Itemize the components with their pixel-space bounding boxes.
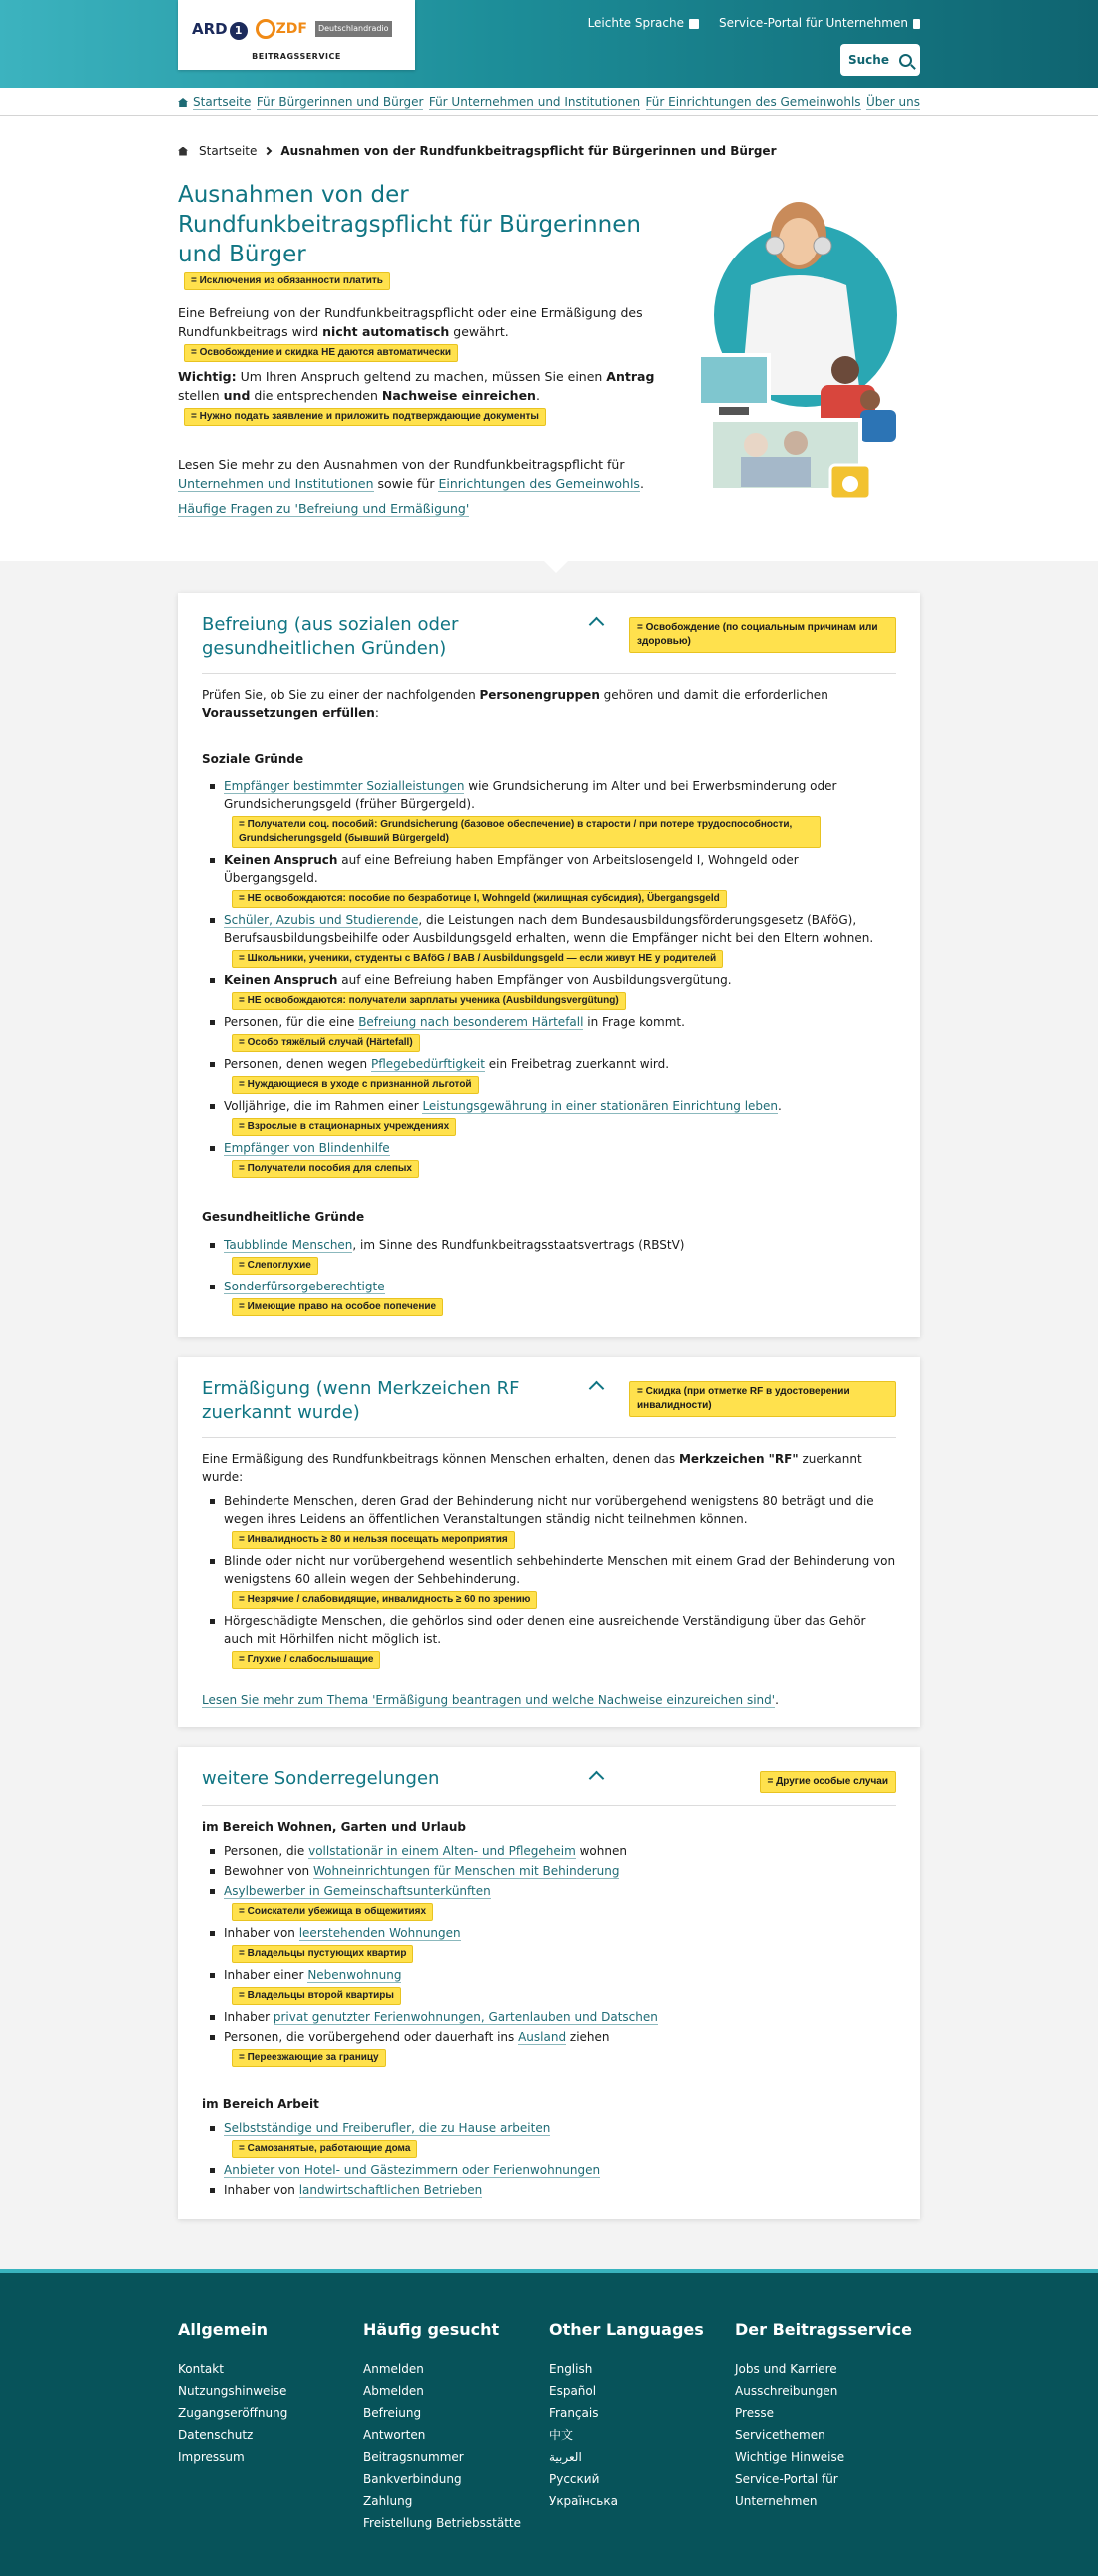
footer-link[interactable]: Beitragsnummer xyxy=(363,2450,464,2464)
top-header xyxy=(0,0,1098,88)
footer-link[interactable]: Abmelden xyxy=(363,2384,424,2398)
soziale-list xyxy=(202,777,896,1178)
sozialleistungen-link[interactable]: Empfänger bestimmter Sozialleistungen xyxy=(224,779,465,793)
footer-link[interactable]: Ausschreibungen xyxy=(735,2384,838,2398)
gesund-list xyxy=(202,1236,896,1316)
hero-illustration xyxy=(681,196,920,525)
nav-ueber-uns[interactable]: Über uns xyxy=(866,94,920,109)
translation-tag: = Получатели пособия для слепых xyxy=(232,1160,419,1178)
footer xyxy=(0,2269,1098,2576)
footer-heading: Other Languages xyxy=(549,2320,704,2339)
sonderregelungen-title[interactable]: weitere Sonderregelungen xyxy=(202,1768,440,1789)
footer-link[interactable]: Zahlung xyxy=(363,2494,413,2508)
footer-link[interactable]: Русский xyxy=(549,2472,600,2486)
footer-link[interactable]: Impressum xyxy=(178,2450,245,2464)
landwirtschaft-link[interactable]: landwirtschaftlichen Betrieben xyxy=(298,2183,483,2197)
dradio-logo: Deutschlandradio xyxy=(315,21,392,37)
list-item: Behinderte Menschen, deren Grad der Behinderung nicht nur vorübergehend wenigstens 80 beträgt und die wegen ihres Leidens an öffentlichen Veranstaltungen ständig nicht teilnehmen können. = Инвалидность ≥ 80 и нельзя посещать мероприятия xyxy=(202,1492,896,1549)
footer-heading: Häufig gesucht xyxy=(363,2320,500,2339)
translation-tag: = Особо тяжёлый случай (Härtefall) xyxy=(232,1034,420,1052)
nebenwohnung-link[interactable]: Nebenwohnung xyxy=(307,1968,402,1982)
footer-link[interactable]: Wichtige Hinweise xyxy=(735,2450,845,2464)
arbeit-list xyxy=(202,2119,896,2199)
search-icon xyxy=(899,54,912,67)
haertefall-link[interactable]: Befreiung nach besonderem Härtefall xyxy=(358,1015,584,1029)
wohnen-list xyxy=(202,1842,896,2067)
footer-link[interactable]: Datenschutz xyxy=(178,2428,254,2442)
soziale-heading: Soziale Gründe xyxy=(202,752,304,766)
list-item: Personen, denen wegen Pflegebedürftigkeit ein Freibetrag zuerkannt wird. = Нуждающиеся в уходе с признанной льготой xyxy=(202,1055,896,1094)
chevron-right-icon xyxy=(264,147,272,155)
asyl-link[interactable]: Asylbewerber in Gemeinschaftsunterkünften xyxy=(224,1884,491,1898)
breadcrumb-current: Ausnahmen von der Rundfunkbeitragspflicht für Bürgerinnen und Bürger xyxy=(280,144,777,158)
translation-tag: = Нужно подать заявление и приложить подтверждающие документы xyxy=(184,408,546,426)
nav-startseite[interactable]: Startseite xyxy=(178,93,251,111)
search-button[interactable]: Suche xyxy=(840,44,920,76)
translation-tag: = Освобождение и скидка НЕ даются автоматически xyxy=(184,344,458,362)
wohnen-heading: im Bereich Wohnen, Garten und Urlaub xyxy=(202,1820,466,1834)
ermaessigung-intro: Eine Ermäßigung des Rundfunkbeitrags können Menschen erhalten, denen das Merkzeichen "RF" zuerkannt wurde: xyxy=(202,1452,862,1484)
befreiung-title[interactable]: Befreiung (aus sozialen oder gesundheitlichen Gründen) xyxy=(202,614,459,659)
footer-heading: Der Beitragsservice xyxy=(735,2320,912,2339)
zdf-logo: ZDF xyxy=(256,19,307,40)
thumb-icon xyxy=(689,19,699,29)
list-item: Empfänger bestimmter Sozialleistungen wie Grundsicherung im Alter und bei Erwerbsminderung oder Grundsicherungsgeld (früher Bürgergeld). = Получатели соц. пособий: Grundsicherung (базовое обеспечение) в старости / при потере трудоспособности, Grundsicherungsgeld (бывший Bürgergeld) xyxy=(202,777,896,848)
list-item xyxy=(202,1882,896,1921)
chevron-up-icon[interactable] xyxy=(589,1381,605,1397)
list-item: Personen, die vorübergehend oder dauerhaft ins Ausland ziehen = Переезжающие за границу xyxy=(202,2028,896,2067)
door-icon xyxy=(913,19,920,29)
nav-gemeinwohl[interactable]: Für Einrichtungen des Gemeinwohls xyxy=(645,94,861,109)
footer-column xyxy=(735,2318,920,2534)
footer-column xyxy=(178,2318,363,2534)
selbststaendige-link[interactable]: Selbstständige und Freiberufler, die zu Hause arbeiten xyxy=(224,2121,551,2135)
leerstand-link[interactable]: leerstehenden Wohnungen xyxy=(298,1926,461,1940)
breadcrumb-home[interactable]: Startseite xyxy=(199,144,258,158)
list-item: Taubblinde Menschen, im Sinne des Rundfunkbeitragsstaatsvertrags (RBStV) = Слепоглухие xyxy=(202,1236,896,1275)
list-item xyxy=(202,1278,896,1316)
footer-link[interactable]: Befreiung xyxy=(363,2406,422,2420)
list-item xyxy=(202,2161,896,2179)
stationaer-link[interactable]: Leistungsgewährung in einer stationären Einrichtung leben xyxy=(422,1099,779,1113)
nav-unternehmen[interactable]: Für Unternehmen und Institutionen xyxy=(428,94,641,109)
footer-link[interactable]: 中文 xyxy=(549,2428,574,2442)
chevron-up-icon[interactable] xyxy=(589,617,605,633)
sonderfuersorge-link[interactable]: Sonderfürsorgeberechtigte xyxy=(224,1280,385,1293)
translation-tag: = Нуждающиеся в уходе с признанной льготой xyxy=(232,1076,479,1094)
pflegeheim-link[interactable]: vollstationär in einem Alten- und Pflegeheim xyxy=(308,1844,576,1858)
translation-tag: = Другие особые случаи xyxy=(760,1771,897,1793)
translation-tag: = Владельцы пустующих квартир xyxy=(232,1945,413,1963)
translation-tag: = Незрячие / слабовидящие, инвалидность ≥ 60 по зрению xyxy=(232,1591,537,1609)
footer-link[interactable]: Presse xyxy=(735,2406,774,2420)
list-item: Inhaber einer Nebenwohnung = Владельцы второй квартиры xyxy=(202,1966,896,2005)
intro-paragraph: Eine Befreiung von der Rundfunkbeitragspflicht oder eine Ermäßigung des Rundfunkbeitrags wird nicht automatisch gewährt. xyxy=(178,305,643,339)
page-title: Ausnahmen von der Rundfunkbeitragspflicht für Bürgerinnen und Bürger xyxy=(178,182,641,267)
list-item: Keinen Anspruch auf eine Befreiung haben Empfänger von Ausbildungsvergütung. = НЕ освобождаются: получатели зарплаты ученика (Ausbildungsvergütung) xyxy=(202,971,896,1010)
footer-link[interactable]: العربية xyxy=(549,2450,582,2464)
taubblind-link[interactable]: Taubblinde Menschen xyxy=(224,1238,353,1252)
footer-link[interactable]: English xyxy=(549,2362,593,2376)
home-icon xyxy=(178,147,188,156)
translation-tag: = Переезжающие за границу xyxy=(232,2049,386,2067)
footer-link[interactable]: Servicethemen xyxy=(735,2428,825,2442)
list-item: Volljährige, die im Rahmen einer Leistungsgewährung in einer stationären Einrichtung leben. = Взрослые в стационарных учреждениях xyxy=(202,1097,896,1136)
list-item: Personen, für die eine Befreiung nach besonderem Härtefall in Frage kommt. = Особо тяжёлый случай (Härtefall) xyxy=(202,1013,896,1052)
translation-tag: = НЕ освобождаются: получатели зарплаты ученика (Ausbildungsvergütung) xyxy=(232,992,626,1010)
footer-heading: Allgemein xyxy=(178,2320,269,2339)
translation-tag: = Исключения из обязанности платить xyxy=(184,272,390,290)
main-nav xyxy=(0,88,1098,116)
leichte-sprache-link[interactable]: Leichte Sprache xyxy=(588,14,699,32)
faq-link[interactable]: Häufige Fragen zu 'Befreiung und Ermäßigung' xyxy=(178,501,470,516)
chevron-up-icon[interactable] xyxy=(589,1771,605,1787)
sonderregelungen-card xyxy=(178,1747,920,2219)
important-paragraph: Wichtig: Um Ihren Anspruch geltend zu machen, müssen Sie einen Antrag stellen und die entsprechenden Nachweise einreichen. xyxy=(178,369,655,403)
translation-tag: = Имеющие право на особое попечение xyxy=(232,1298,443,1316)
hotel-link[interactable]: Anbieter von Hotel- und Gästezimmern oder Ferienwohnungen xyxy=(224,2163,601,2177)
home-icon xyxy=(178,98,188,107)
ermaessigung-list xyxy=(202,1492,896,1669)
footer-link[interactable]: Français xyxy=(549,2406,599,2420)
translation-tag: = Скидка (при отметке RF в удостоверении инвалидности) xyxy=(629,1381,896,1417)
footer-link[interactable]: Jobs und Karriere xyxy=(735,2362,837,2376)
footer-column xyxy=(549,2318,735,2534)
gesund-heading: Gesundheitliche Gründe xyxy=(202,1210,365,1224)
list-item: Personen, die vollstationär in einem Alten- und Pflegeheim wohnen xyxy=(202,1842,896,1860)
ermaessigung-title[interactable]: Ermäßigung (wenn Merkzeichen RF zuerkannt wurde) xyxy=(202,1378,520,1423)
translation-tag: = Владельцы второй квартиры xyxy=(232,1987,401,2005)
footer-link[interactable]: Freistellung Betriebsstätte xyxy=(363,2516,522,2530)
translation-tag: = Получатели соц. пособий: Grundsicherung (базовое обеспечение) в старости / при потере трудоспособности, Grundsicherungsgeld (бывший Bürgergeld) xyxy=(232,816,821,848)
list-item: Hörgeschädigte Menschen, die gehörlos sind oder denen eine ausreichende Verständigung über das Gehör auch mit Hörhilfen nicht möglich ist. = Глухие / слабослышащие xyxy=(202,1612,896,1669)
hero-section xyxy=(0,116,1098,561)
pflege-link[interactable]: Pflegebedürftigkeit xyxy=(370,1057,485,1071)
translation-tag: = Самозанятые, работающие дома xyxy=(232,2140,417,2158)
footer-link[interactable]: Bankverbindung xyxy=(363,2472,462,2486)
nav-buerger[interactable]: Für Bürgerinnen und Bürger xyxy=(256,94,424,109)
wohneinrichtungen-link[interactable]: Wohneinrichtungen für Menschen mit Behinderung xyxy=(312,1864,620,1878)
translation-tag: = Глухие / слабослышащие xyxy=(232,1651,380,1669)
translation-tag: = НЕ освобождаются: пособие по безработице I, Wohngeld (жилищная субсидия), Übergangsgeld xyxy=(232,890,727,908)
ermaessigung-more-link[interactable]: Lesen Sie mehr zum Thema 'Ermäßigung beantragen und welche Nachweise einzureichen sind' xyxy=(202,1693,776,1707)
footer-link[interactable]: Español xyxy=(549,2384,597,2398)
translation-tag: = Школьники, ученики, студенты с BAföG / BAB / Ausbildungsgeld — если живут НЕ у родителей xyxy=(232,950,723,968)
befreiung-card xyxy=(178,593,920,1337)
list-item: Inhaber von landwirtschaftlichen Betrieben xyxy=(202,2181,896,2199)
ferienwohnung-link[interactable]: privat genutzter Ferienwohnungen, Gartenlauben und Datschen xyxy=(273,2010,658,2024)
list-item: Inhaber privat genutzter Ferienwohnungen, Gartenlauben und Datschen xyxy=(202,2008,896,2026)
gemeinwohl-link[interactable]: Einrichtungen des Gemeinwohls xyxy=(438,476,640,491)
translation-tag: = Взрослые в стационарных учреждениях xyxy=(232,1118,456,1136)
befreiung-intro: Prüfen Sie, ob Sie zu einer der nachfolgenden Personengruppen gehören und damit die erforderlichen Voraussetzungen erfüllen: xyxy=(202,688,828,720)
list-item: Inhaber von leerstehenden Wohnungen = Владельцы пустующих квартир xyxy=(202,1924,896,1963)
beitragsservice-label: BEITRAGSSERVICE xyxy=(252,51,341,61)
ausland-link[interactable]: Ausland xyxy=(518,2030,567,2044)
footer-link[interactable]: Kontakt xyxy=(178,2362,224,2376)
footer-column xyxy=(363,2318,549,2534)
list-item: Bewohner von Wohneinrichtungen für Menschen mit Behinderung xyxy=(202,1862,896,1880)
schueler-link[interactable]: Schüler, Azubis und Studierende xyxy=(224,913,419,927)
list-item xyxy=(202,2119,896,2158)
footer-link[interactable]: Anmelden xyxy=(363,2362,424,2376)
more-paragraph: Lesen Sie mehr zu den Ausnahmen von der Rundfunkbeitragspflicht für Unternehmen und Institutionen sowie für Einrichtungen des Gemeinwohls. xyxy=(178,457,644,491)
logo-block[interactable] xyxy=(178,0,415,70)
footer-link[interactable]: Українська xyxy=(549,2494,618,2508)
list-item: Keinen Anspruch auf eine Befreiung haben Empfänger von Arbeitslosengeld I, Wohngeld oder Übergangsgeld. = НЕ освобождаются: пособие по безработице I, Wohngeld (жилищная субсидия), Übergangsgeld xyxy=(202,851,896,908)
breadcrumb xyxy=(178,116,920,160)
translation-tag: = Соискатели убежища в общежитиях xyxy=(232,1903,433,1921)
footer-link[interactable]: Nutzungshinweise xyxy=(178,2384,287,2398)
footer-link[interactable]: Zugangseröffnung xyxy=(178,2406,288,2420)
unternehmen-link[interactable]: Unternehmen und Institutionen xyxy=(178,476,374,491)
service-portal-link[interactable]: Service-Portal für Unternehmen xyxy=(719,14,920,32)
ermaessigung-card: Ermäßigung (wenn Merkzeichen RF zuerkannt wurde) = Скидка (при отметке RF в удостоверении инвалидности) Eine Ermäßigung des Rundfunkbeitrags können Menschen erhalten, denen das Merkzeichen "RF" zuerkannt wurde: Behinderte Menschen, deren Grad der Behinderung nicht nur vorübergehend wenigstens 80 beträgt und die wegen ihres Leidens an öffentlichen Veranstaltungen ständig nicht teilnehmen können. = Инвалидность ≥ 80 и нельзя посещать мероприятия Blinde oder nicht nur vorübergehend wesentlich sehbehinderte Menschen mit einem Grad der Behinderung von wenigstens 60 allein wegen der Sehbehinderung. = Незрячие / слабовидящие, инвалидность ≥ 60 по зрению Hörgeschädigte Menschen, die gehörlos sind oder denen eine ausreichende Verständigung über das Gehör auch mit Hörhilfen nicht möglich ist. = Глухие / слабослышащие Lesen Sie mehr zum Thema 'Ermäßigung beantragen und welche Nachweise einzureichen sind'. xyxy=(178,1357,920,1727)
list-item: Blinde oder nicht nur vorübergehend wesentlich sehbehinderte Menschen mit einem Grad der Behinderung von wenigstens 60 allein wegen der Sehbehinderung. = Незрячие / слабовидящие, инвалидность ≥ 60 по зрению xyxy=(202,1552,896,1609)
footer-link[interactable]: Antworten xyxy=(363,2428,426,2442)
translation-tag: = Инвалидность ≥ 80 и нельзя посещать мероприятия xyxy=(232,1531,515,1549)
blindenhilfe-link[interactable]: Empfänger von Blindenhilfe xyxy=(224,1141,390,1155)
translation-tag: = Слепоглухие xyxy=(232,1257,318,1275)
footer-link[interactable]: Service-Portal für Unternehmen xyxy=(735,2472,838,2508)
translation-tag: = Освобождение (по социальным причинам или здоровью) xyxy=(629,617,896,653)
list-item: Schüler, Azubis und Studierende, die Leistungen nach dem Bundesausbildungsförderungsgesetz (BAföG), Berufsausbildungsbeihilfe oder Ausbildungsgeld erhalten, wenn die Empfänger nicht bei den Eltern wohnen. = Школьники, ученики, студенты с BAföG / BAB / Ausbildungsgeld — если живут НЕ у родителей xyxy=(202,911,896,968)
ard-logo: ARD 1 xyxy=(192,18,248,41)
list-item xyxy=(202,1139,896,1178)
arbeit-heading: im Bereich Arbeit xyxy=(202,2097,319,2111)
